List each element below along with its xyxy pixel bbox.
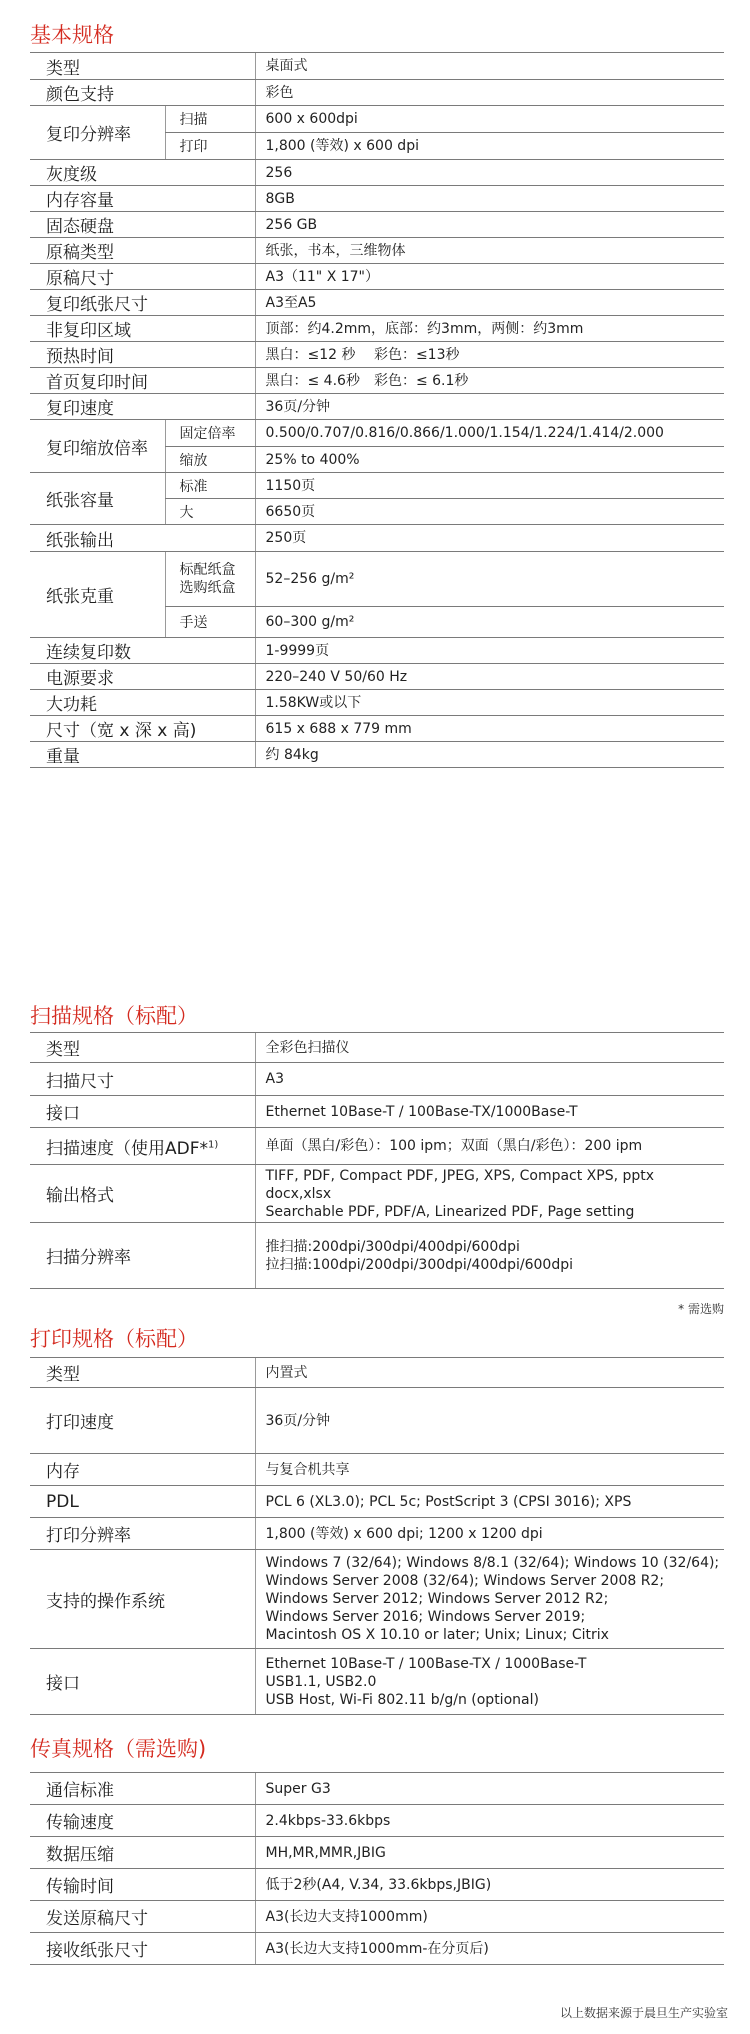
format-line-1: TIFF, PDF, Compact PDF, JPEG, XPS, Compact XPS, pptx docx,xlsx: [265, 1167, 655, 1202]
row-value: 彩色: [255, 80, 724, 106]
row-value: 1.58KW或以下: [255, 690, 724, 716]
row-value: 1-9999页: [255, 638, 724, 664]
row-value: A3: [255, 1063, 724, 1096]
row-value: 256 GB: [255, 212, 724, 238]
row-value: 600 x 600dpi: [255, 106, 724, 133]
row-value: [255, 1165, 724, 1223]
iface-line: Ethernet 10Base-T / 100Base-TX / 1000Base-T: [265, 1655, 587, 1672]
row-label: 发送原稿尺寸: [30, 1901, 255, 1933]
row-label: 传输时间: [30, 1869, 255, 1901]
sub-label: 扫描: [165, 106, 255, 133]
data-source-note: 以上数据来源于晨旦生产实验室: [559, 2006, 728, 2020]
row-value: A3(长边大支持1000mm-在分页后): [255, 1933, 724, 1965]
row-value: 0.500/0.707/0.816/0.866/1.000/1.154/1.224/1.414/2.000: [255, 420, 724, 447]
table-row: [30, 1486, 724, 1518]
row-label: 接收纸张尺寸: [30, 1933, 255, 1965]
row-value: 52–256 g/m²: [255, 552, 724, 607]
fax-spec-title: 传真规格（需选购): [30, 1737, 207, 1761]
table-row: [30, 394, 724, 420]
row-value: 全彩色扫描仪: [255, 1033, 724, 1063]
sub-label: 标准: [165, 473, 255, 499]
table-row: [30, 264, 724, 290]
row-value: 2.4kbps-33.6kbps: [255, 1805, 724, 1837]
os-line: Windows 7 (32/64); Windows 8/8.1 (32/64); Windows 10 (32/64);: [265, 1555, 720, 1571]
row-value: 低于2秒(A4, V.34, 33.6kbps,JBIG): [255, 1869, 724, 1901]
table-row: [30, 1901, 724, 1933]
res-line-1: 推扫描:200dpi/300dpi/400dpi/600dpi: [265, 1238, 520, 1255]
table-row: [30, 1869, 724, 1901]
table-row: [30, 1096, 724, 1128]
row-label: 类型: [30, 1033, 255, 1063]
scan-spec-table: [30, 1032, 724, 1289]
row-value: A3至A5: [255, 290, 724, 316]
table-row: [30, 1837, 724, 1869]
row-value: 60–300 g/m²: [255, 607, 724, 638]
table-row: [30, 1550, 724, 1649]
table-row: [30, 342, 724, 368]
row-value: 220–240 V 50/60 Hz: [255, 664, 724, 690]
table-row: [30, 316, 724, 342]
table-row: [30, 368, 724, 394]
sub-label: 手送: [165, 607, 255, 638]
row-value: 黑白：≤12 秒 彩色：≤13秒: [255, 342, 724, 368]
row-label: 复印缩放倍率: [30, 420, 165, 473]
table-row: [30, 1165, 724, 1223]
row-value: 约 84kg: [255, 742, 724, 768]
row-value: [255, 1649, 724, 1715]
table-row: [30, 1454, 724, 1486]
row-value: [255, 1550, 724, 1649]
row-value: 1150页: [255, 473, 724, 499]
row-label: 打印分辨率: [30, 1518, 255, 1550]
scan-spec-title: 扫描规格（标配）: [30, 1004, 198, 1028]
row-label: 类型: [30, 1358, 255, 1388]
sub-label: 大: [165, 499, 255, 525]
basic-spec-table: [30, 52, 724, 768]
row-label: 灰度级: [30, 160, 255, 186]
row-label: 尺寸（宽 x 深 x 高): [30, 716, 255, 742]
table-row: [30, 1773, 724, 1805]
row-value: 顶部：约4.2mm，底部：约3mm，两侧：约3mm: [255, 316, 724, 342]
table-row: [30, 420, 724, 447]
row-label: 纸张克重: [30, 552, 165, 638]
row-label: 接口: [30, 1649, 255, 1715]
table-row: [30, 473, 724, 499]
sub-label: 固定倍率: [165, 420, 255, 447]
row-label: 类型: [30, 53, 255, 80]
table-row: [30, 1933, 724, 1965]
row-label: PDL: [30, 1486, 255, 1518]
table-row: [30, 716, 724, 742]
basic-spec-title: 基本规格: [30, 23, 114, 47]
table-row: [30, 742, 724, 768]
table-row: [30, 525, 724, 552]
row-value: 615 x 688 x 779 mm: [255, 716, 724, 742]
os-line: Windows Server 2016; Windows Server 2019;: [265, 1609, 586, 1625]
row-label: 非复印区域: [30, 316, 255, 342]
row-label: 支持的操作系统: [30, 1550, 255, 1649]
print-spec-title: 打印规格（标配）: [30, 1327, 198, 1351]
row-value: 250页: [255, 525, 724, 552]
row-label: 打印速度: [30, 1388, 255, 1454]
table-row: [30, 80, 724, 106]
row-value: 36页/分钟: [255, 1388, 724, 1454]
scan-speed-label: 扫描速度（使用ADF*: [46, 1138, 208, 1159]
row-label: 内存: [30, 1454, 255, 1486]
table-row: [30, 1649, 724, 1715]
sub-label: 打印: [165, 133, 255, 160]
row-value: 1,800 (等效) x 600 dpi: [255, 133, 724, 160]
row-label: 原稿尺寸: [30, 264, 255, 290]
optional-note: * 需选购: [678, 1302, 724, 1316]
row-value: 黑白：≤ 4.6秒 彩色：≤ 6.1秒: [255, 368, 724, 394]
row-value: 纸张，书本，三维物体: [255, 238, 724, 264]
table-row: [30, 212, 724, 238]
row-label: 数据压缩: [30, 1837, 255, 1869]
row-label: 内存容量: [30, 186, 255, 212]
iface-line: USB Host, Wi-Fi 802.11 b/g/n (optional): [265, 1691, 539, 1708]
table-row: [30, 552, 724, 607]
table-row: [30, 186, 724, 212]
row-label: 通信标准: [30, 1773, 255, 1805]
sub-label: [165, 552, 255, 607]
table-row: [30, 1223, 724, 1289]
row-value: Ethernet 10Base-T / 100Base-TX/1000Base-T: [255, 1096, 724, 1128]
table-row: [30, 238, 724, 264]
row-label: 复印速度: [30, 394, 255, 420]
row-value: Super G3: [255, 1773, 724, 1805]
row-value: 8GB: [255, 186, 724, 212]
table-row: [30, 106, 724, 133]
row-value: 256: [255, 160, 724, 186]
table-row: [30, 1063, 724, 1096]
sub-label: 缩放: [165, 447, 255, 473]
tray-label-optional: 选购纸盒: [179, 580, 236, 596]
row-label: 复印纸张尺寸: [30, 290, 255, 316]
row-label: 扫描分辨率: [30, 1223, 255, 1289]
tray-label-standard: 标配纸盒: [179, 562, 236, 578]
table-row: [30, 1128, 724, 1165]
row-value: 1,800 (等效) x 600 dpi; 1200 x 1200 dpi: [255, 1518, 724, 1550]
table-row: [30, 1033, 724, 1063]
table-row: [30, 1518, 724, 1550]
fax-spec-table: [30, 1772, 724, 1965]
table-row: [30, 690, 724, 716]
row-value: 25% to 400%: [255, 447, 724, 473]
row-label: 首页复印时间: [30, 368, 255, 394]
row-value: 单面（黑白/彩色）：100 ipm；双面（黑白/彩色）：200 ipm: [255, 1128, 724, 1165]
table-row: [30, 638, 724, 664]
row-label: 复印分辨率: [30, 106, 165, 160]
row-label: 扫描尺寸: [30, 1063, 255, 1096]
row-label: 大功耗: [30, 690, 255, 716]
row-label: 原稿类型: [30, 238, 255, 264]
row-value: 6650页: [255, 499, 724, 525]
res-line-2: 拉扫描:100dpi/200dpi/300dpi/400dpi/600dpi: [265, 1256, 574, 1273]
table-row: [30, 1388, 724, 1454]
table-row: [30, 1805, 724, 1837]
format-line-2: Searchable PDF, PDF/A, Linearized PDF, Page setting: [265, 1203, 635, 1220]
row-value: A3(长边大支持1000mm): [255, 1901, 724, 1933]
row-label: 输出格式: [30, 1165, 255, 1223]
row-label: 重量: [30, 742, 255, 768]
table-row: [30, 1358, 724, 1388]
row-value: MH,MR,MMR,JBIG: [255, 1837, 724, 1869]
row-value: PCL 6 (XL3.0); PCL 5c; PostScript 3 (CPSI 3016); XPS: [255, 1486, 724, 1518]
table-row: [30, 53, 724, 80]
row-label: 连续复印数: [30, 638, 255, 664]
row-label: 传输速度: [30, 1805, 255, 1837]
row-label: 电源要求: [30, 664, 255, 690]
row-label: 纸张输出: [30, 525, 255, 552]
table-row: [30, 160, 724, 186]
row-label: 预热时间: [30, 342, 255, 368]
row-label: 纸张容量: [30, 473, 165, 525]
iface-line: USB1.1, USB2.0: [265, 1673, 377, 1690]
row-label: 固态硬盘: [30, 212, 255, 238]
os-line: Windows Server 2012; Windows Server 2012 R2;: [265, 1591, 609, 1607]
print-spec-table: [30, 1357, 724, 1715]
os-line: Macintosh OS X 10.10 or later; Unix; Linux; Citrix: [265, 1627, 609, 1643]
row-value: 36页/分钟: [255, 394, 724, 420]
row-value: 内置式: [255, 1358, 724, 1388]
row-value: 与复合机共享: [255, 1454, 724, 1486]
row-label: 颜色支持: [30, 80, 255, 106]
footnote-marker: 1): [208, 1138, 219, 1150]
row-label: [30, 1128, 255, 1165]
os-line: Windows Server 2008 (32/64); Windows Server 2008 R2;: [265, 1573, 665, 1589]
row-value: [255, 1223, 724, 1289]
row-value: A3（11" X 17"）: [255, 264, 724, 290]
row-value: 桌面式: [255, 53, 724, 80]
table-row: [30, 664, 724, 690]
table-row: [30, 290, 724, 316]
row-label: 接口: [30, 1096, 255, 1128]
